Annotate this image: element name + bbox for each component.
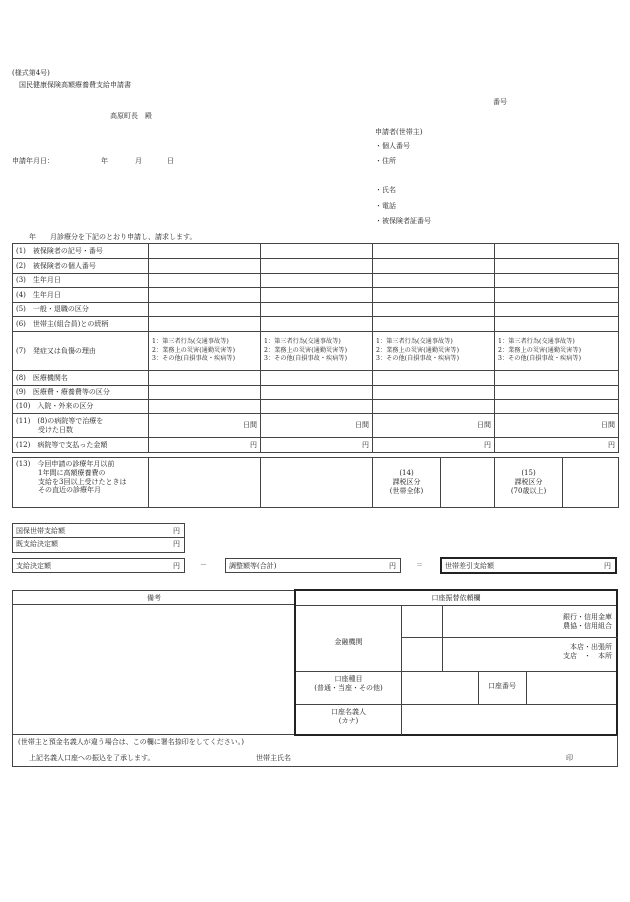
table-row [13, 438, 619, 453]
branch-type-options[interactable]: 本店・出張所 支店 ・ 本所 [563, 643, 612, 660]
minus-sign: － [200, 561, 207, 569]
table-row [13, 274, 619, 288]
household-amount-box[interactable]: 国保世帯支給額 円 [12, 523, 185, 538]
table-row [13, 386, 619, 400]
signature-note: (世帯主と預金名義人が違う場合は、この欄に署名捺印をしてください。) [18, 738, 244, 746]
decided-amount-box[interactable]: 支給決定額 円 [12, 558, 185, 573]
applicant-insurance-number[interactable]: ・被保険者証番号 [375, 217, 431, 225]
row-label: (3) 生年月日 [13, 274, 149, 288]
table-row [13, 400, 619, 414]
applicant-individual-number[interactable]: ・個人番号 [375, 142, 410, 150]
yen-cell[interactable]: 円 [149, 438, 261, 453]
date-month[interactable]: 月 [135, 157, 142, 165]
remarks-label: 備考 [147, 594, 161, 602]
form-title: 国民健康保険高額療養費支給申請書 [19, 81, 131, 89]
household-head-name-label: 世帯主氏名 [256, 754, 291, 762]
table-row [13, 317, 619, 332]
row-13-table [12, 457, 619, 508]
reason-options[interactable]: 1：第三者行為(交通事故等) 2：業務上の災害(通勤災害等) 3：その他(自損事故・疾病等) [373, 332, 495, 371]
reason-options[interactable]: 1：第三者行為(交通事故等) 2：業務上の災害(通勤災害等) 3：その他(自損事故・疾病等) [495, 332, 619, 371]
tax-category-household: (14) 課税区分 (世帯全体) [373, 458, 441, 508]
number-label: 番号 [493, 98, 507, 106]
yen-cell[interactable]: 円 [261, 438, 373, 453]
intro-text: 年 月診療分を下記のとおり申請し、請求します。 [29, 233, 197, 241]
date-day[interactable]: 日 [167, 157, 174, 165]
signature-area [12, 735, 618, 767]
row-label: (10) 入院・外来の区分 [13, 400, 149, 414]
date-year[interactable]: 年 [101, 157, 108, 165]
table-row [13, 332, 619, 371]
tax-category-over-70: (15) 課税区分 (70歳以上) [495, 458, 563, 508]
account-number-label: 口座番号 [488, 682, 516, 690]
table-row [13, 259, 619, 274]
applicant-label: 申請者(世帯主) [375, 128, 423, 136]
days-cell[interactable]: 日間 [495, 414, 619, 438]
account-type-label: 口座種目 (普通・当座・その他) [314, 675, 383, 692]
remarks-box[interactable] [12, 590, 296, 735]
application-date-label: 申請年月日： [12, 157, 54, 165]
row-label: (9) 医療費・療養費等の区分 [13, 386, 149, 400]
net-amount-box[interactable]: 世帯差引支給額 円 [440, 557, 617, 574]
addressee: 高原町長 殿 [110, 112, 152, 120]
table-row [13, 303, 619, 317]
table-row [13, 288, 619, 303]
equals-sign: ＝ [416, 561, 423, 569]
row-label: (5) 一般・退職の区分 [13, 303, 149, 317]
claim-table [12, 243, 619, 453]
reason-options[interactable]: 1：第三者行為(交通事故等) 2：業務上の災害(通勤災害等) 3：その他(自損事故・疾病等) [149, 332, 261, 371]
yen-cell[interactable]: 円 [373, 438, 495, 453]
applicant-name[interactable]: ・氏名 [375, 186, 396, 194]
adjustment-box[interactable]: 調整額等(合計) 円 [225, 558, 401, 573]
row-13-label: (13) 今回申請の診療年月以前 1年間に高額療養費の 支給を3回以上受けたときは その直近の診療年月 [13, 458, 149, 508]
days-cell[interactable]: 日間 [149, 414, 261, 438]
table-row [13, 244, 619, 259]
bank-transfer-section [294, 589, 618, 736]
consent-text: 上記名義人口座への振込を了承します。 [29, 754, 155, 762]
reason-options[interactable]: 1：第三者行為(交通事故等) 2：業務上の災害(通勤災害等) 3：その他(自損事故・疾病等) [261, 332, 373, 371]
applicant-address[interactable]: ・住所 [375, 157, 396, 165]
household-head-name-field[interactable] [313, 752, 563, 763]
form-number: (様式第4号) [12, 69, 50, 77]
account-holder-label: 口座名義人 (カナ) [331, 708, 366, 725]
row-label: (11) (8)の病院等で治療を 受けた日数 [13, 414, 149, 438]
yen-cell[interactable]: 円 [495, 438, 619, 453]
row-label: (1) 被保険者の記号・番号 [13, 244, 149, 259]
institution-label: 金融機関 [334, 638, 363, 646]
row-label: (6) 世帯主(組合員)との続柄 [13, 317, 149, 332]
table-row [13, 414, 619, 438]
row-label: (2) 被保険者の個人番号 [13, 259, 149, 274]
row-label: (4) 生年月日 [13, 288, 149, 303]
applicant-phone[interactable]: ・電話 [375, 202, 396, 210]
table-row [13, 371, 619, 386]
seal-mark: 印 [566, 754, 573, 762]
already-decided-box[interactable]: 既支給決定額 円 [12, 538, 185, 553]
row-label: (8) 医療機関名 [13, 371, 149, 386]
row-label: (12) 病院等で支払った金額 [13, 438, 149, 453]
days-cell[interactable]: 日間 [373, 414, 495, 438]
row-label: (7) 発症又は負傷の理由 [13, 332, 149, 371]
days-cell[interactable]: 日間 [261, 414, 373, 438]
bank-section-title: 口座振替依頼欄 [431, 594, 481, 602]
bank-type-options[interactable]: 銀行・信用金庫 農協・信用組合 [563, 613, 612, 630]
